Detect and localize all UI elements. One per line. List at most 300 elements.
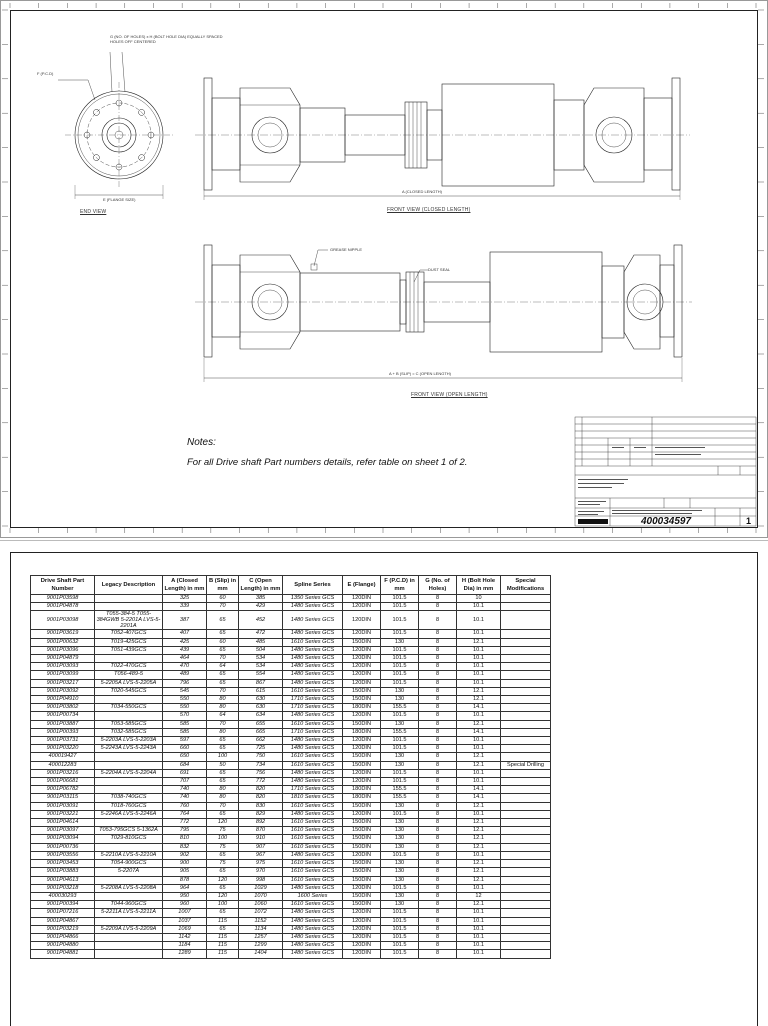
table-cell: 10.1 [457, 933, 501, 941]
table-cell: T019-425GCS [95, 638, 163, 646]
table-cell [501, 843, 551, 851]
table-cell: 8 [419, 630, 457, 638]
table-cell: 1610 Series GCS [283, 761, 343, 769]
table-cell: 1610 Series GCS [283, 802, 343, 810]
table-cell: 10.1 [457, 611, 501, 630]
table-cell [501, 909, 551, 917]
table-cell [95, 876, 163, 884]
table-cell: 150DIN [343, 892, 381, 900]
table-cell: 8 [419, 679, 457, 687]
closed-length-dim: A (CLOSED LENGTH) [402, 189, 443, 194]
table-cell: 9001P04614 [31, 819, 95, 827]
table-cell: 130 [381, 687, 419, 695]
table-cell: 8 [419, 728, 457, 736]
table-cell: 970 [239, 868, 283, 876]
table-row [31, 843, 551, 851]
table-cell [95, 892, 163, 900]
table-cell: 400012283 [31, 761, 95, 769]
table-cell: 150DIN [343, 868, 381, 876]
table-cell [501, 786, 551, 794]
table-cell: 795 [163, 827, 207, 835]
table-cell: 597 [163, 737, 207, 745]
table-cell: 180DIN [343, 728, 381, 736]
table-cell: 1610 Series GCS [283, 819, 343, 827]
table-cell: 570 [163, 712, 207, 720]
table-cell: T053-585GCS [95, 720, 163, 728]
table-cell: 1610 Series GCS [283, 720, 343, 728]
table-cell [501, 712, 551, 720]
table-cell: 120DIN [343, 884, 381, 892]
table-cell: 120DIN [343, 917, 381, 925]
table-header-cell: Spline Series [283, 576, 343, 595]
table-cell: 10.1 [457, 851, 501, 859]
table-cell: 12.1 [457, 868, 501, 876]
table-cell [501, 737, 551, 745]
table-row [31, 728, 551, 736]
table-cell [95, 595, 163, 603]
table-cell: 1480 Series GCS [283, 646, 343, 654]
table-cell: 80 [207, 728, 239, 736]
table-cell: 12 [457, 892, 501, 900]
table-cell: 150DIN [343, 687, 381, 695]
table-cell: 120DIN [343, 769, 381, 777]
table-cell: 1480 Series GCS [283, 851, 343, 859]
table-row [31, 884, 551, 892]
table-row [31, 925, 551, 933]
table-cell: 120DIN [343, 712, 381, 720]
table-header-cell: G (No. of Holes) [419, 576, 457, 595]
table-cell: 130 [381, 638, 419, 646]
table-cell: 750 [239, 753, 283, 761]
table-cell: 130 [381, 827, 419, 835]
table-cell: 9001P03096 [31, 646, 95, 654]
table-cell: 70 [207, 720, 239, 728]
table-cell: 8 [419, 696, 457, 704]
table-cell: 1480 Series GCS [283, 942, 343, 950]
title-block-lines [575, 417, 756, 526]
company-logo-bar [578, 519, 608, 524]
table-cell: 9001P00734 [31, 712, 95, 720]
table-cell: 662 [239, 737, 283, 745]
table-cell [501, 860, 551, 868]
table-cell: 878 [163, 876, 207, 884]
table-cell: 9001P00393 [31, 728, 95, 736]
table-row [31, 950, 551, 958]
table-header-cell: H (Bolt Hole Dia) in mm [457, 576, 501, 595]
table-cell: 150DIN [343, 827, 381, 835]
table-cell: 8 [419, 761, 457, 769]
table-cell: 684 [163, 761, 207, 769]
table-cell [501, 868, 551, 876]
end-view-flange-label: E (FLANGE SIZE) [103, 197, 136, 202]
table-cell: 12.1 [457, 696, 501, 704]
end-view-flange [58, 52, 173, 199]
table-cell: 101.5 [381, 810, 419, 818]
table-cell: 1480 Series GCS [283, 769, 343, 777]
table-cell: T051-439GCS [95, 646, 163, 654]
table-cell: 150DIN [343, 901, 381, 909]
table-cell: 130 [381, 876, 419, 884]
table-cell: 70 [207, 603, 239, 611]
table-cell: T018-760GCS [95, 802, 163, 810]
table-cell: 9001P04881 [31, 950, 95, 958]
table-cell: 101.5 [381, 630, 419, 638]
end-view-title: END VIEW [80, 209, 107, 215]
grease-nipple-label: GREASE NIPPLE [330, 247, 363, 252]
table-cell: T053-795GCS 5-1362A [95, 827, 163, 835]
table-cell: 65 [207, 611, 239, 630]
table-cell: 10.1 [457, 663, 501, 671]
table-cell: 1610 Series GCS [283, 843, 343, 851]
table-cell [501, 802, 551, 810]
table-cell: 130 [381, 819, 419, 827]
table-cell [501, 950, 551, 958]
table-cell: 8 [419, 638, 457, 646]
table-cell [501, 892, 551, 900]
table-cell: T052-407GCS [95, 630, 163, 638]
table-cell: 452 [239, 611, 283, 630]
table-cell: 9001P03218 [31, 884, 95, 892]
table-cell: 120 [207, 876, 239, 884]
table-cell: 1480 Series GCS [283, 630, 343, 638]
table-cell: 1029 [239, 884, 283, 892]
table-cell: 120DIN [343, 737, 381, 745]
table-cell: 964 [163, 884, 207, 892]
sheet-number: 1 [746, 516, 752, 526]
table-header-cell: Special Modifications [501, 576, 551, 595]
table-cell: 9001P03093 [31, 663, 95, 671]
table-cell: 8 [419, 901, 457, 909]
table-cell: 120DIN [343, 909, 381, 917]
table-cell: 155.5 [381, 786, 419, 794]
table-cell: Special Drilling [501, 761, 551, 769]
table-cell: 9001P03098 [31, 611, 95, 630]
table-cell: 120DIN [343, 595, 381, 603]
table-cell: 1184 [163, 942, 207, 950]
table-cell [95, 942, 163, 950]
table-cell: 155.5 [381, 704, 419, 712]
table-cell: 10.1 [457, 671, 501, 679]
table-cell: 9001P04867 [31, 917, 95, 925]
table-cell: 504 [239, 646, 283, 654]
table-cell: 120DIN [343, 745, 381, 753]
table-cell: 810 [163, 835, 207, 843]
table-cell [95, 761, 163, 769]
table-cell: 5-2208A LVS-5-2208A [95, 884, 163, 892]
table-cell [501, 769, 551, 777]
table-cell: 65 [207, 737, 239, 745]
table-cell: 150DIN [343, 819, 381, 827]
table-cell: 1069 [163, 925, 207, 933]
table-cell: 429 [239, 603, 283, 611]
table-cell: 1480 Series GCS [283, 663, 343, 671]
table-cell: 65 [207, 646, 239, 654]
table-cell: 8 [419, 655, 457, 663]
table-cell: 8 [419, 933, 457, 941]
table-cell [501, 925, 551, 933]
table-cell: 12.1 [457, 860, 501, 868]
table-cell: 10.1 [457, 630, 501, 638]
table-cell: 5-2204A LVS-5-2204A [95, 769, 163, 777]
table-cell: 101.5 [381, 942, 419, 950]
table-cell: 101.5 [381, 603, 419, 611]
table-cell: 8 [419, 786, 457, 794]
table-cell: 545 [163, 687, 207, 695]
table-cell: 1600 Series [283, 892, 343, 900]
table-cell [95, 696, 163, 704]
table-cell: 150DIN [343, 835, 381, 843]
table-cell [501, 671, 551, 679]
table-cell: 1480 Series GCS [283, 737, 343, 745]
table-cell: 485 [239, 638, 283, 646]
table-cell: 150DIN [343, 696, 381, 704]
table-cell: 150DIN [343, 720, 381, 728]
table-row [31, 679, 551, 687]
table-cell: 1142 [163, 933, 207, 941]
table-cell: 905 [163, 868, 207, 876]
table-cell: 75 [207, 860, 239, 868]
table-row [31, 868, 551, 876]
table-cell: 9001P00736 [31, 843, 95, 851]
table-cell: 764 [163, 810, 207, 818]
table-row [31, 802, 551, 810]
table-cell: 464 [163, 655, 207, 663]
table-cell: 339 [163, 603, 207, 611]
table-row [31, 745, 551, 753]
table-cell: 9001P06782 [31, 786, 95, 794]
table-row [31, 794, 551, 802]
table-row [31, 712, 551, 720]
table-cell: T038-740GCS [95, 794, 163, 802]
table-cell: 534 [239, 663, 283, 671]
table-cell: 100 [207, 901, 239, 909]
table-cell: 585 [163, 728, 207, 736]
table-cell: 534 [239, 655, 283, 663]
table-cell [501, 810, 551, 818]
table-cell: 115 [207, 942, 239, 950]
table-cell: 9001P03887 [31, 720, 95, 728]
table-cell: 665 [239, 728, 283, 736]
table-cell: 65 [207, 851, 239, 859]
table-cell [501, 630, 551, 638]
table-cell: 5-2243A LVS-5-2243A [95, 745, 163, 753]
title-block-fine-text [578, 447, 705, 515]
table-cell: 1480 Series GCS [283, 950, 343, 958]
table-cell: 12.1 [457, 819, 501, 827]
table-cell: 1480 Series GCS [283, 671, 343, 679]
table-row [31, 778, 551, 786]
table-row [31, 851, 551, 859]
table-cell [501, 720, 551, 728]
table-cell: 8 [419, 884, 457, 892]
table-cell: 100 [207, 835, 239, 843]
table-row [31, 638, 551, 646]
table-cell: 101.5 [381, 712, 419, 720]
table-cell: 10.1 [457, 646, 501, 654]
table-cell: 120DIN [343, 655, 381, 663]
table-row [31, 819, 551, 827]
table-cell [501, 611, 551, 630]
table-cell: 1480 Series GCS [283, 925, 343, 933]
table-cell: T044-960GCS [95, 901, 163, 909]
notes-title: Notes: [187, 437, 216, 448]
table-cell: 80 [207, 794, 239, 802]
table-cell: 1299 [239, 942, 283, 950]
table-cell: 12.1 [457, 901, 501, 909]
table-cell: 9001P03731 [31, 737, 95, 745]
table-cell: 1480 Series GCS [283, 884, 343, 892]
table-cell: 9001P04910 [31, 696, 95, 704]
table-cell: 101.5 [381, 611, 419, 630]
drive-shaft-parts-table [30, 575, 551, 959]
table-cell: 8 [419, 712, 457, 720]
table-cell: 10.1 [457, 778, 501, 786]
table-row [31, 835, 551, 843]
table-cell: 101.5 [381, 646, 419, 654]
table-cell: 12.1 [457, 638, 501, 646]
table-cell [501, 679, 551, 687]
table-cell: 101.5 [381, 663, 419, 671]
table-cell: 820 [239, 794, 283, 802]
dust-seal-label: DUST SEAL [428, 267, 451, 272]
table-cell: 585 [163, 720, 207, 728]
table-cell: 8 [419, 778, 457, 786]
table-cell: 630 [239, 704, 283, 712]
table-cell: 8 [419, 603, 457, 611]
table-row [31, 917, 551, 925]
table-row [31, 696, 551, 704]
table-cell: 10.1 [457, 810, 501, 818]
table-cell [501, 884, 551, 892]
table-cell: 439 [163, 646, 207, 654]
table-cell: 1007 [163, 909, 207, 917]
table-cell: T029-810GCS [95, 835, 163, 843]
table-row [31, 810, 551, 818]
table-cell: 101.5 [381, 671, 419, 679]
table-cell: 8 [419, 704, 457, 712]
table-cell [501, 638, 551, 646]
table-row [31, 611, 551, 630]
table-cell: 325 [163, 595, 207, 603]
table-cell: 1610 Series GCS [283, 876, 343, 884]
table-cell: 101.5 [381, 655, 419, 663]
table-cell: 9001P04613 [31, 876, 95, 884]
table-cell: 101.5 [381, 933, 419, 941]
table-cell: 8 [419, 917, 457, 925]
table-cell [501, 603, 551, 611]
table-cell: 150DIN [343, 638, 381, 646]
table-cell: 180DIN [343, 786, 381, 794]
table-cell: 9001P03115 [31, 794, 95, 802]
table-row [31, 892, 551, 900]
table-cell: 14.1 [457, 728, 501, 736]
table-cell: 101.5 [381, 909, 419, 917]
table-cell: 1610 Series GCS [283, 753, 343, 761]
table-cell: 12.1 [457, 835, 501, 843]
table-cell: 400030293 [31, 892, 95, 900]
table-cell: 8 [419, 595, 457, 603]
table-cell: 9001P03094 [31, 835, 95, 843]
table-cell: 9001P04879 [31, 655, 95, 663]
table-cell: 867 [239, 679, 283, 687]
table-cell: 75 [207, 827, 239, 835]
table-cell: 9001P03216 [31, 769, 95, 777]
table-cell [501, 942, 551, 950]
table-cell: 150DIN [343, 753, 381, 761]
table-cell: 130 [381, 753, 419, 761]
table-cell: 130 [381, 835, 419, 843]
table-cell: 101.5 [381, 595, 419, 603]
table-cell: 12.1 [457, 843, 501, 851]
table-cell: 130 [381, 720, 419, 728]
table-row [31, 827, 551, 835]
table-cell: 660 [163, 745, 207, 753]
table-cell [95, 843, 163, 851]
table-cell [501, 663, 551, 671]
table-cell: 8 [419, 819, 457, 827]
table-cell: 832 [163, 843, 207, 851]
table-row [31, 704, 551, 712]
table-cell [501, 728, 551, 736]
table-cell: 10.1 [457, 679, 501, 687]
table-cell [95, 603, 163, 611]
table-cell: 1257 [239, 933, 283, 941]
table-cell: 554 [239, 671, 283, 679]
table-cell: 120DIN [343, 611, 381, 630]
open-length-dim: A + B (SLIP) = C (OPEN LENGTH) [389, 371, 452, 376]
table-cell: 734 [239, 761, 283, 769]
table-cell: 910 [239, 835, 283, 843]
table-cell: 707 [163, 778, 207, 786]
table-cell [501, 876, 551, 884]
table-cell: 120DIN [343, 810, 381, 818]
table-cell: 9001P00394 [31, 901, 95, 909]
table-cell: 820 [239, 786, 283, 794]
table-cell [501, 655, 551, 663]
table-cell: 9001P03217 [31, 679, 95, 687]
table-row [31, 933, 551, 941]
table-cell: 130 [381, 696, 419, 704]
notes-text: For all Drive shaft Part numbers details, refer table on sheet 1 of 2. [187, 457, 468, 468]
table-cell: 12.1 [457, 761, 501, 769]
table-cell: 120DIN [343, 630, 381, 638]
table-cell: 10.1 [457, 737, 501, 745]
table-cell: 1152 [239, 917, 283, 925]
table-cell: 150DIN [343, 843, 381, 851]
table-cell: 64 [207, 712, 239, 720]
table-cell: 634 [239, 712, 283, 720]
table-cell: 14.1 [457, 704, 501, 712]
front-view-closed-title: FRONT VIEW (CLOSED LENGTH) [387, 207, 471, 213]
table-cell: 8 [419, 737, 457, 745]
table-cell: 907 [239, 843, 283, 851]
table-cell: 8 [419, 851, 457, 859]
table-cell: 65 [207, 769, 239, 777]
table-cell: 385 [239, 595, 283, 603]
table-cell: 8 [419, 810, 457, 818]
table-cell: 10.1 [457, 884, 501, 892]
table-cell: 1610 Series GCS [283, 687, 343, 695]
table-cell: T054-900GCS [95, 860, 163, 868]
table-cell: 8 [419, 909, 457, 917]
table-cell [501, 696, 551, 704]
table-cell: 65 [207, 778, 239, 786]
table-cell [95, 786, 163, 794]
table-cell: T055-384-5 T055-384GWB 5-2201A LVS-5-2201A [95, 611, 163, 630]
table-cell [95, 753, 163, 761]
table-cell: 756 [239, 769, 283, 777]
table-cell: 1710 Series GCS [283, 786, 343, 794]
